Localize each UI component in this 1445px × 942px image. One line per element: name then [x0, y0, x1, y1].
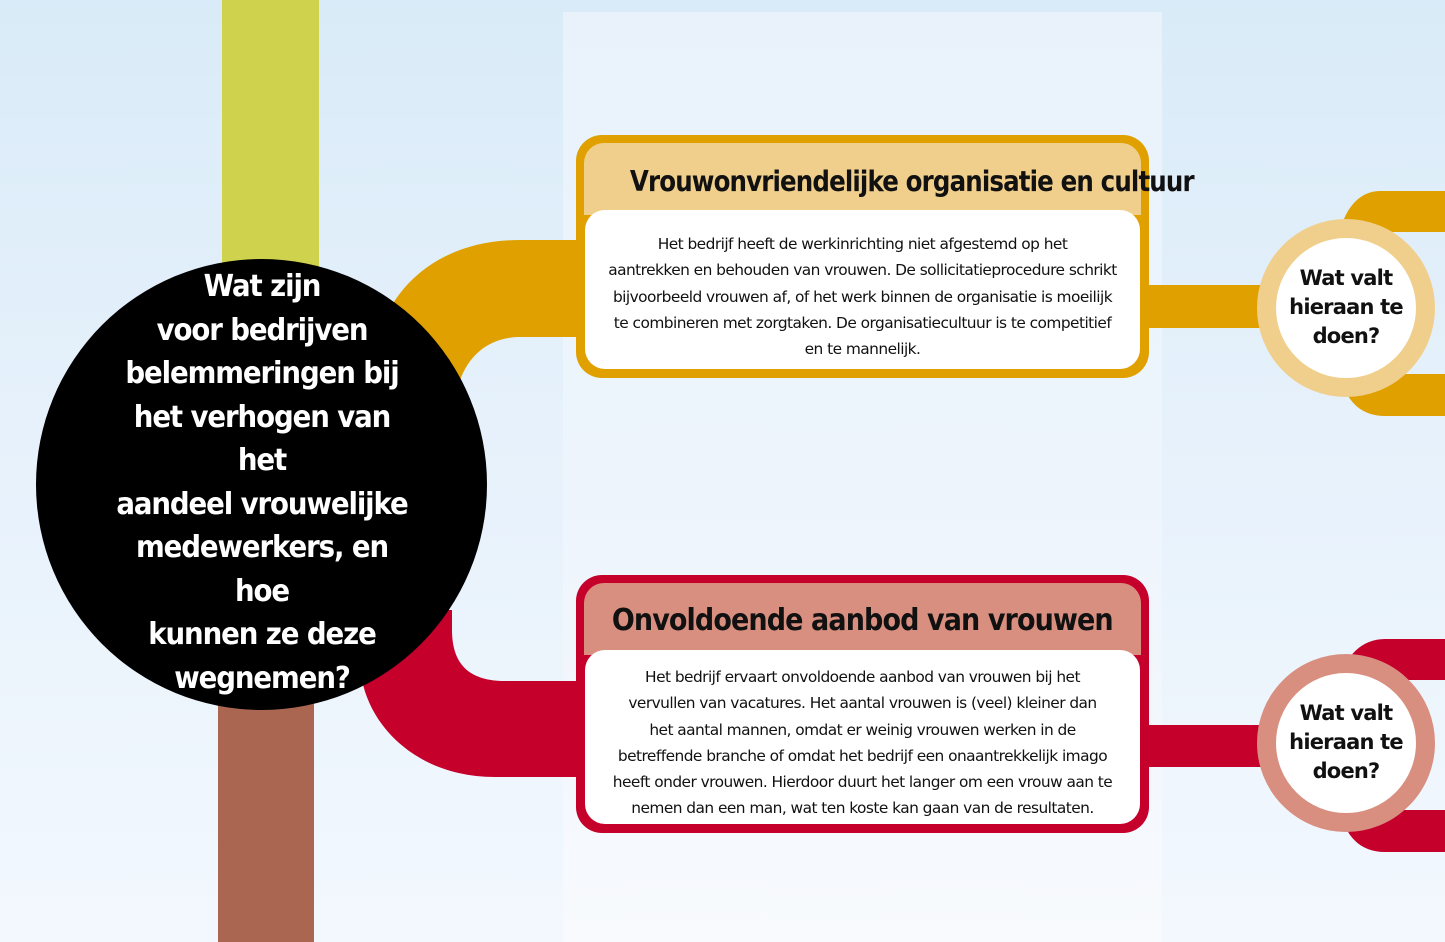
- action-circle-organisation-culture: [1257, 219, 1435, 397]
- action-line: hieraan te: [1289, 294, 1403, 319]
- action-line: doen?: [1312, 323, 1380, 348]
- question-line: voor bedrijven: [156, 312, 367, 348]
- action-line: Wat valt: [1299, 700, 1393, 725]
- barrier-card-header: [584, 583, 1141, 655]
- barrier-title: Vrouwonvriendelijke organisatie en cultuur: [629, 165, 1194, 198]
- question-line: het verhogen van het: [133, 399, 390, 478]
- barrier-description: [585, 650, 1140, 824]
- barrier-description: [585, 210, 1140, 369]
- barrier-card-organisation-culture: [576, 135, 1194, 378]
- question-line: belemmeringen bij: [124, 356, 399, 391]
- question-line: Wat zijn: [203, 269, 320, 304]
- action-circle-insufficient-supply: [1257, 654, 1435, 832]
- description-line: aantrekken en behouden van vrouwen. De sollicitatieprocedure schrikt: [608, 261, 1117, 280]
- action-line: Wat valt: [1299, 265, 1393, 290]
- description-line: nemen dan een man, wat ten koste kan gaan van de resultaten.: [631, 799, 1094, 818]
- action-question: [1286, 699, 1406, 786]
- action-question: [1286, 264, 1406, 351]
- pipe-orange-right-mid: [1140, 285, 1270, 328]
- description-line: Het bedrijf heeft de werkinrichting niet afgestemd op het: [657, 235, 1068, 253]
- description-line: en te mannelijk.: [804, 340, 921, 359]
- description-line: vervullen van vacatures. Het aantal vrouwen is (veel) kleiner dan: [628, 694, 1097, 713]
- description-line: te combineren met zorgtaken. De organisatiecultuur is te competitief: [613, 313, 1112, 332]
- question-line: wegnemen?: [173, 660, 350, 696]
- barrier-title: Onvoldoende aanbod van vrouwen: [612, 603, 1113, 638]
- question-line: aandeel vrouwelijke: [115, 486, 408, 522]
- barrier-card-header: [584, 143, 1194, 215]
- trunk-top-bar: [222, 0, 319, 300]
- description-line: het aantal mannen, omdat er weinig vrouwen werken in de: [649, 720, 1076, 739]
- pipe-red-right-mid: [1140, 725, 1270, 767]
- description-line: bijvoorbeeld vrouwen af, of het werk binnen de organisatie is moeilijk: [612, 287, 1113, 306]
- action-line: doen?: [1312, 758, 1380, 783]
- central-question-circle: [36, 259, 487, 710]
- central-question-text: [105, 265, 418, 700]
- description-line: betreffende branche of omdat het bedrijf een onaantrekkelijk imago: [617, 746, 1108, 765]
- question-line: medewerkers, en hoe: [135, 530, 388, 609]
- description-line: heeft onder vrouwen. Hierdoor duurt het langer om een vrouw aan te: [612, 773, 1113, 792]
- question-line: kunnen ze deze: [147, 617, 376, 652]
- barrier-card-insufficient-supply: [576, 575, 1149, 833]
- description-line: Het bedrijf ervaart onvoldoende aanbod van vrouwen bij het: [645, 668, 1080, 686]
- action-line: hieraan te: [1289, 729, 1403, 754]
